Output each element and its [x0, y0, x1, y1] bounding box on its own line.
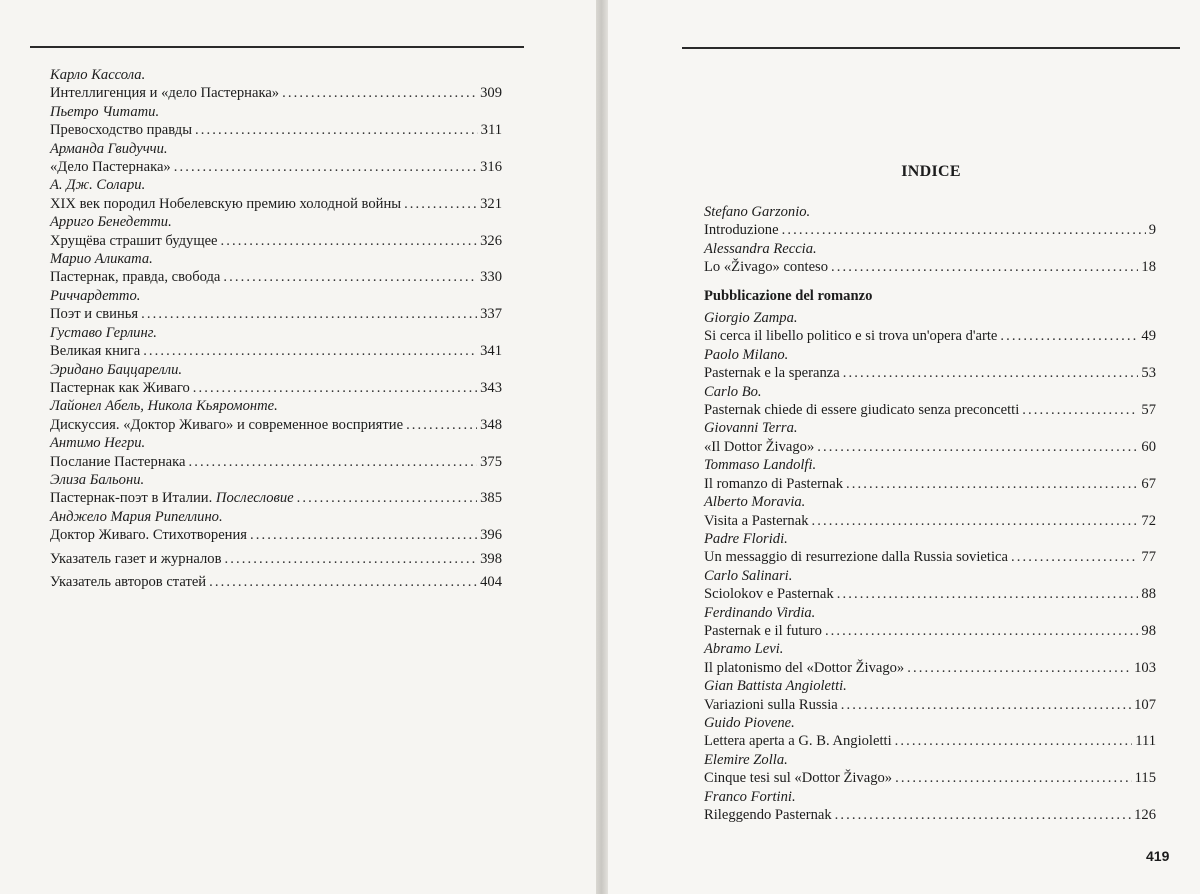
entry-line [704, 806, 1156, 824]
entry-author: Карло Кассола. [50, 67, 146, 83]
entry-author: Марио Аликата. [50, 251, 153, 268]
toc-entry [50, 66, 502, 103]
entry-title: Si cerca il libello politico e si trova un'opera d'arte [704, 328, 998, 345]
leader-dots [141, 305, 477, 323]
left-toc [50, 66, 502, 591]
leader-dots [1022, 401, 1138, 419]
page-number: 419 [1146, 848, 1170, 864]
section-title: Pubblicazione del romanzo [704, 287, 873, 304]
entry-title: Интеллигенция и «дело Пастернака» [50, 85, 280, 102]
entry-page: 98 [1141, 622, 1156, 639]
leader-dots [817, 438, 1138, 456]
toc-entry [704, 530, 1156, 567]
entry-line [50, 379, 502, 397]
entry-page: 18 [1141, 259, 1156, 276]
toc-entry [704, 240, 1156, 277]
toc-entry [50, 324, 502, 361]
entry-page: 111 [1135, 733, 1156, 750]
entry-line [704, 327, 1156, 345]
leader-dots [1011, 548, 1138, 566]
entry-title: Дискуссия. «Доктор Живаго» и современное восприятие [50, 416, 404, 433]
toc-entry [704, 604, 1156, 641]
entry-author: Лайонел Абель, Никола Кьяромонте. [50, 398, 278, 415]
entry-line [50, 453, 502, 471]
entry-author: Franco Fortini. [704, 788, 796, 805]
entry-page: 72 [1141, 512, 1156, 529]
entry-line [704, 401, 1156, 419]
leader-dots [825, 622, 1138, 640]
entry-title: «Дело Пастернака» [50, 159, 171, 176]
entry-author: Guido Piovene. [704, 714, 795, 731]
leader-dots [835, 806, 1131, 824]
entry-page: 343 [480, 379, 502, 396]
entry-author: Abramo Levi. [704, 641, 784, 658]
leader-dots [221, 232, 478, 250]
leader-dots [1000, 327, 1138, 345]
entry-line [704, 659, 1156, 677]
leader-dots [841, 696, 1131, 714]
entry-title: Хрущёва страшит будущее [50, 232, 218, 249]
entry-author: Alberto Moravia. [704, 494, 806, 511]
entry-line [704, 475, 1156, 493]
leader-dots [837, 585, 1139, 603]
entry-page: 67 [1141, 475, 1156, 492]
entry-line [704, 258, 1156, 276]
entry-title: Cinque tesi sul «Dottor Živago» [704, 770, 893, 787]
entry-title: Pasternak e il futuro [704, 622, 822, 639]
entry-title: Introduzione [704, 222, 779, 239]
entry-page: 60 [1141, 438, 1156, 455]
entry-line [50, 305, 502, 323]
entry-line [704, 548, 1156, 566]
toc-entry [50, 176, 502, 213]
leader-dots [297, 489, 477, 507]
leader-dots [223, 268, 477, 286]
toc-entry [50, 508, 502, 545]
entry-title: Un messaggio di resurrezione dalla Russia sovietica [704, 549, 1008, 566]
toc-entry [50, 250, 502, 287]
toc-entry [704, 419, 1156, 456]
toc-entry [704, 788, 1156, 825]
entry-author: Paolo Milano. [704, 346, 789, 363]
entry-title: «Il Dottor Živago» [704, 438, 815, 455]
entry-page: 9 [1148, 222, 1156, 239]
toc-entry [704, 493, 1156, 530]
entry-page: 77 [1141, 549, 1156, 566]
index-title: Указатель авторов статей [50, 573, 207, 590]
entry-line [704, 696, 1156, 714]
leader-dots [812, 512, 1139, 530]
entry-page: 88 [1141, 586, 1156, 603]
book-gutter [596, 0, 608, 894]
entry-line [704, 769, 1156, 787]
entry-author: Арманда Гвидуччи. [50, 140, 168, 157]
entry-title: Il romanzo di Pasternak [704, 475, 844, 492]
toc-entry [704, 640, 1156, 677]
entry-author: Арриго Бенедетти. [50, 214, 172, 231]
index-page: 404 [480, 573, 502, 590]
entry-title: Великая книга [50, 343, 141, 360]
toc-entry [704, 309, 1156, 346]
entry-line [704, 585, 1156, 603]
entry-title: Il platonismo del «Dottor Živago» [704, 659, 905, 676]
entry-page: 49 [1141, 328, 1156, 345]
leader-dots [895, 732, 1133, 750]
entry-author: Stefano Garzonio. [704, 204, 811, 220]
leader-dots [209, 573, 477, 591]
entry-line [50, 232, 502, 250]
entry-author: Густаво Герлинг. [50, 324, 157, 341]
entry-line [50, 158, 502, 176]
entry-author: Анджело Мария Рипеллино. [50, 508, 223, 525]
toc-entry [50, 471, 502, 508]
toc-entry [704, 203, 1156, 240]
entry-line [704, 512, 1156, 530]
entry-author: Риччардетто. [50, 287, 141, 304]
entry-page: 326 [480, 232, 502, 249]
leader-dots [782, 221, 1146, 239]
entry-line [704, 438, 1156, 456]
entry-title: Pasternak chiede di essere giudicato senza preconcetti [704, 402, 1020, 419]
toc-entry [50, 140, 502, 177]
right-toc [704, 203, 1156, 824]
entry-title-italic: Послесловие [215, 490, 294, 507]
toc-entry [50, 361, 502, 398]
leader-dots [174, 158, 477, 176]
entry-author: Пьетро Читати. [50, 103, 160, 120]
index-line [50, 550, 502, 568]
entry-author: Эридано Баццарелли. [50, 361, 183, 378]
entry-page: 309 [480, 85, 502, 102]
entry-title: Lettera aperta a G. B. Angioletti [704, 733, 892, 750]
entry-line [50, 84, 502, 102]
entry-line [50, 489, 502, 507]
entry-title: Lo «Živago» conteso [704, 259, 829, 276]
entry-author: Carlo Bo. [704, 383, 762, 400]
entry-author: Gian Battista Angioletti. [704, 678, 847, 695]
leader-dots [406, 416, 477, 434]
entry-title: Пастернак, правда, свобода [50, 269, 221, 286]
entry-author: Giovanni Terra. [704, 420, 798, 437]
leader-dots [831, 258, 1138, 276]
entry-title: Sciolokov e Pasternak [704, 586, 834, 603]
entry-page: 126 [1134, 807, 1156, 823]
entry-title: Превосходство правды [50, 122, 193, 139]
entry-page: 316 [480, 159, 502, 176]
entry-line [50, 268, 502, 286]
entry-line [704, 622, 1156, 640]
entry-page: 57 [1141, 402, 1156, 419]
leader-dots [282, 84, 477, 102]
entry-title: Поэт и свинья [50, 306, 139, 323]
right-header-rule [682, 47, 1180, 49]
entry-title: Variazioni sulla Russia [704, 696, 838, 713]
entry-page: 311 [480, 122, 502, 139]
page-title: INDICE [901, 163, 961, 180]
toc-entry [704, 567, 1156, 604]
index-page: 398 [480, 550, 502, 567]
entry-author: Tommaso Landolfi. [704, 457, 817, 474]
leader-dots [843, 364, 1139, 382]
entry-page: 385 [480, 490, 502, 507]
index-line [50, 573, 502, 591]
entry-title: XIX век породил Нобелевскую премию холодной войны [50, 195, 402, 212]
toc-entry [704, 714, 1156, 751]
entry-line [50, 195, 502, 213]
entry-author: Ferdinando Virdia. [704, 604, 816, 621]
toc-entry [704, 456, 1156, 493]
entry-page: 375 [480, 453, 502, 470]
entry-page: 103 [1134, 659, 1156, 676]
entry-author: Carlo Salinari. [704, 567, 793, 584]
entry-page: 115 [1134, 770, 1156, 787]
entry-line [704, 732, 1156, 750]
entry-page: 396 [480, 527, 502, 544]
leader-dots [404, 195, 477, 213]
left-header-rule [30, 46, 524, 48]
entry-page: 348 [480, 416, 502, 433]
toc-entry [50, 287, 502, 324]
entry-title: Pasternak e la speranza [704, 365, 840, 382]
entry-author: Giorgio Zampa. [704, 310, 798, 327]
toc-entry [704, 346, 1156, 383]
entry-page: 341 [480, 343, 502, 360]
entry-title [50, 489, 294, 507]
entry-author: А. Дж. Солари. [50, 177, 146, 194]
entry-page: 321 [480, 195, 502, 212]
entry-line [50, 416, 502, 434]
entry-page: 53 [1141, 365, 1156, 382]
entry-title: Rileggendo Pasternak [704, 807, 832, 823]
entry-line [50, 342, 502, 360]
leader-dots [907, 659, 1131, 677]
leader-dots [846, 475, 1138, 493]
entry-page: 107 [1134, 696, 1156, 713]
leader-dots [193, 379, 477, 397]
entry-line [704, 221, 1156, 239]
leader-dots [895, 769, 1132, 787]
toc-entry [50, 103, 502, 140]
toc-entry [50, 213, 502, 250]
leader-dots [250, 526, 477, 544]
entry-line [50, 526, 502, 544]
toc-entry [50, 434, 502, 471]
leader-dots [195, 121, 478, 139]
index-title: Указатель газет и журналов [50, 550, 222, 567]
leader-dots [224, 550, 477, 568]
entry-author: Padre Floridi. [704, 530, 788, 547]
entry-author: Elemire Zolla. [704, 751, 788, 768]
entry-line [704, 364, 1156, 382]
entry-title-text: Пастернак-поэт в Италии. [50, 490, 213, 507]
toc-entry [704, 751, 1156, 788]
toc-entry [50, 397, 502, 434]
leader-dots [188, 453, 477, 471]
entry-line [50, 121, 502, 139]
toc-entry [704, 677, 1156, 714]
entry-title: Послание Пастернака [50, 453, 186, 470]
entry-title: Visita a Pasternak [704, 512, 809, 529]
leader-dots [143, 342, 477, 360]
entry-page: 337 [480, 306, 502, 323]
entry-title: Пастернак как Живаго [50, 379, 190, 396]
entry-author: Элиза Бальони. [50, 471, 145, 488]
entry-page: 330 [480, 269, 502, 286]
toc-entry [704, 383, 1156, 420]
entry-author: Антимо Негри. [50, 435, 146, 452]
entry-author: Alessandra Reccia. [704, 240, 817, 257]
entry-title: Доктор Живаго. Стихотворения [50, 527, 248, 544]
